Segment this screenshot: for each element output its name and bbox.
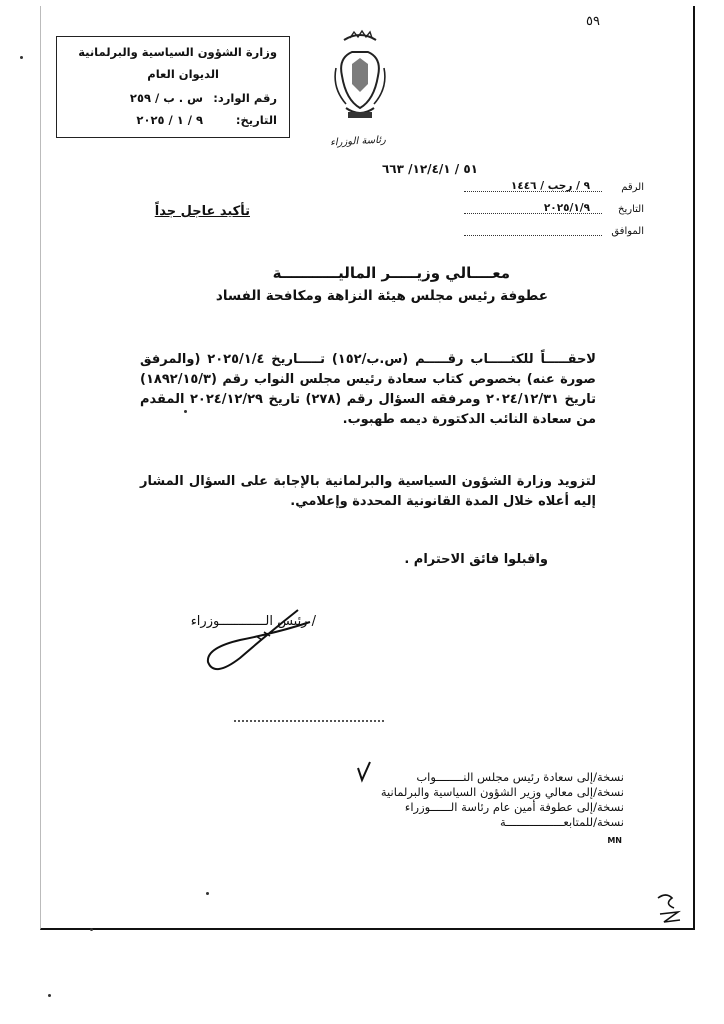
meta-date-value: ٢٠٢٥/١/٩	[543, 202, 590, 214]
handwritten-mark	[654, 890, 684, 926]
addressee-line-1: معــــالي وزيـــــر الماليـــــــــــة	[272, 264, 510, 282]
stamp-date-label: التاريخ:	[235, 113, 277, 127]
scan-speck	[206, 892, 209, 895]
meta-corresponding-label: الموافق	[611, 226, 644, 237]
stamp-date-value: ٩ / ١ / ٢٠٢٥	[136, 113, 203, 127]
copy-line: نسخة/إلى معالي وزير الشؤون السياسية والبرلمانية	[380, 785, 624, 799]
closing-line: واقبلوا فائق الاحترام .	[404, 552, 548, 567]
stamp-incoming-number: س . ب / ٢٥٩	[129, 91, 203, 105]
meta-number-label: الرقم	[621, 182, 644, 193]
scan-speck	[48, 994, 51, 997]
issuer-label: رئاسة الوزراء	[329, 134, 387, 149]
copy-line: نسخة/إلى عطوفة أمين عام رئاسة الــــــوزراء	[404, 800, 624, 814]
copy-line: نسخة/للمتابعـــــــــــــــــة	[499, 815, 624, 829]
stamp-office: الديوان العام	[147, 67, 219, 81]
meta-number-value: ٩ / رجب / ١٤٤٦	[510, 180, 590, 192]
body-paragraph-2: لتزويد وزارة الشؤون السياسية والبرلمانية بالإجابة على السؤال المشار إليه أعلاه خلال المدة القانونية المحددة وإعلامي.	[140, 474, 596, 509]
page-number: ٥٩	[586, 14, 600, 29]
body-paragraph-1: لاحقـــــاً للكتـــــاب رقـــــم (س.ب/١٥٢) تـــــاريخ ٢٠٢٥/١/٤ (والمرفق صورة عنه) بخصوص كتاب سعادة رئيس مجلس النواب رقم (١٨٩٢/١٥/٣) تاريخ ٢٠٢٤/١٢/٣١ ومرفقه السؤال رقم (٢٧٨) تاريخ ٢٠٢٤/١٢/٢٩ المقدم من سعادة النائب الدكتورة ديمه طهبوب.	[140, 352, 596, 427]
stamp-ministry: وزارة الشؤون السياسية والبرلمانية	[78, 45, 277, 59]
separator-dots	[234, 720, 384, 722]
scan-speck	[20, 56, 23, 59]
incoming-stamp	[56, 36, 290, 138]
scan-speck	[184, 410, 187, 413]
reference-line: ٥١ / ١٢/٤/١/ ٦٦٣	[381, 162, 478, 176]
meta-date-label: التاريخ	[618, 204, 644, 215]
copies-list	[344, 770, 624, 830]
handwritten-signature	[200, 592, 320, 682]
signatory-title: / رئيس الــــــــــــوزراء	[190, 614, 316, 629]
copy-line: نسخة/إلى سعادة رئيس مجلس النــــــــواب	[416, 770, 624, 784]
addressee-line-2: عطوفة رئيس مجلس هيئة النزاهة ومكافحة الفساد	[215, 288, 548, 304]
urgency-note: تأكيد عاجل جداً	[154, 204, 250, 219]
scan-speck	[90, 928, 93, 931]
typist-initials: MN	[607, 836, 622, 845]
stamp-incoming-label: رقم الوارد:	[213, 91, 277, 105]
